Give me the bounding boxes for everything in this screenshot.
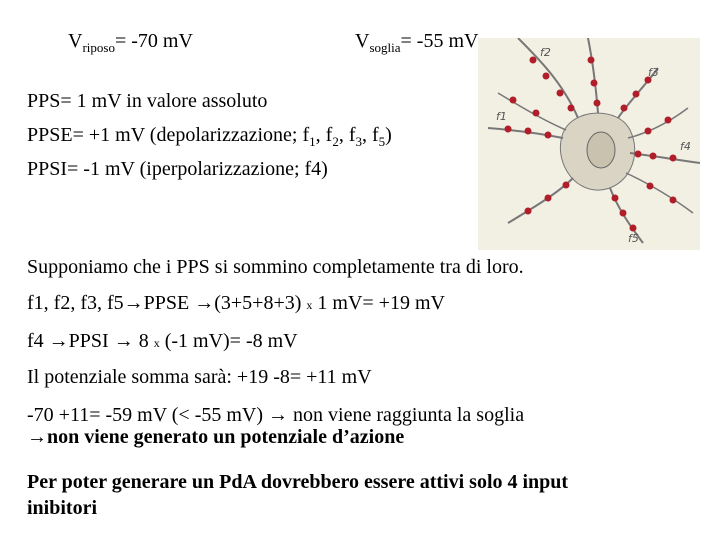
ppse-f5-sub: 5 <box>378 134 386 149</box>
ppse-calc-times: x <box>306 298 313 312</box>
ppse-prefix: PPSE= +1 mV (depolarizzazione; f <box>27 124 310 146</box>
neuron-illustration <box>478 38 700 250</box>
label-f2: f2 <box>540 46 551 59</box>
assumption-text: Supponiamo che i PPS si sommino completamente tra di loro. <box>27 256 524 278</box>
ppse-sep3: , f <box>361 124 379 146</box>
ppsi-calc-times: x <box>153 336 160 350</box>
ppse-sep2: , f <box>338 124 356 146</box>
ppsi-calc-part-b: (-1 mV)= -8 mV <box>159 330 298 352</box>
ppse-suffix: ) <box>385 124 392 146</box>
ppse-calculation <box>27 292 445 316</box>
result-line-1: -70 +11= -59 mV (< -55 mV) → non viene raggiunta la soglia <box>27 404 525 426</box>
ppse-f1-sub: 1 <box>309 134 316 149</box>
ppse-f3-sub: 3 <box>355 134 362 149</box>
ppse-definition <box>27 124 392 148</box>
v-rest-value: = -70 mV <box>114 30 193 52</box>
v-rest-subscript: riposo <box>82 40 115 55</box>
v-rest-symbol: V <box>68 30 83 52</box>
v-threshold-subscript: soglia <box>369 40 401 55</box>
conclusion-line-1: Per poter generare un PdA dovrebbero essere attivi solo 4 input <box>27 471 569 493</box>
ppsi-definition: PPSI= -1 mV (iperpolarizzazione; f4) <box>27 158 328 180</box>
neuron-drawing <box>478 38 700 250</box>
neuron-nucleus <box>587 132 615 168</box>
result-line-2: →non viene generato un potenziale d’azione <box>27 426 405 448</box>
label-f3: f3 <box>648 66 659 79</box>
label-f4: f4 <box>680 140 691 153</box>
ppsi-calculation <box>27 330 298 354</box>
sum-potential: Il potenziale somma sarà: +19 -8= +11 mV <box>27 366 372 388</box>
pps-definition: PPS= 1 mV in valore assoluto <box>27 90 268 112</box>
ppse-calc-part-b: 1 mV= +19 mV <box>312 292 445 314</box>
ppse-calc-part-a: f1, f2, f3, f5→PPSE →(3+5+8+3) <box>27 292 307 314</box>
label-f1: f1 <box>496 110 507 123</box>
threshold-potential <box>355 30 478 54</box>
ppse-sep1: , f <box>315 124 333 146</box>
resting-potential <box>68 30 193 54</box>
conclusion-line-2: inibitori <box>27 497 98 519</box>
label-f5: f5 <box>628 232 639 245</box>
ppse-f2-sub: 2 <box>332 134 339 149</box>
v-threshold-symbol: V <box>355 30 370 52</box>
ppsi-calc-part-a: f4 →PPSI → 8 <box>27 330 154 352</box>
v-threshold-value: = -55 mV <box>400 30 479 52</box>
